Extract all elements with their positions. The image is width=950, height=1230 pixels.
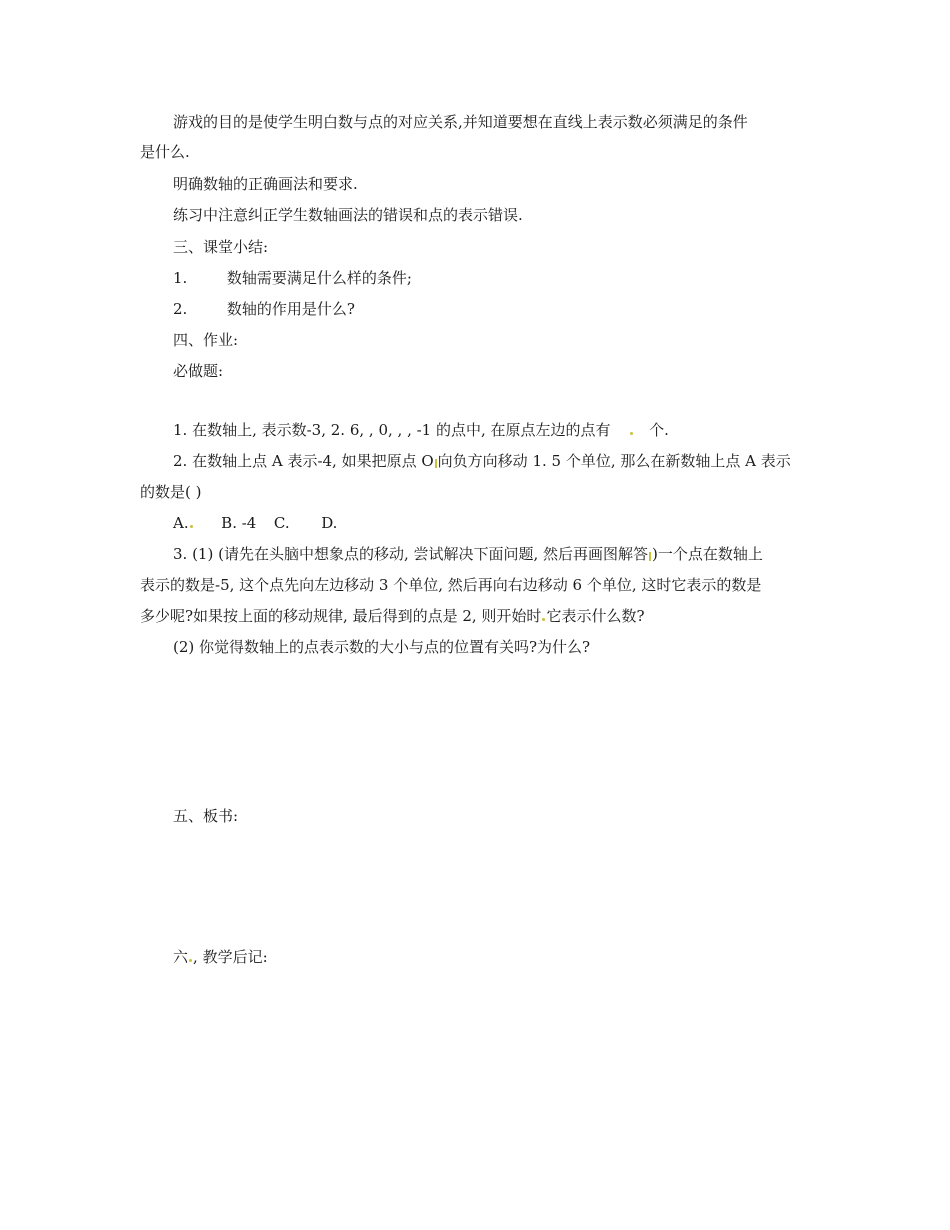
summary-item-1-number: 1. bbox=[173, 269, 188, 287]
section-6-heading-a: 六 bbox=[173, 948, 189, 966]
option-b: B. -4 bbox=[221, 514, 257, 532]
section-6-heading: 六 , 教学后记: bbox=[173, 948, 268, 966]
paragraph-2: 明确数轴的正确画法和要求. bbox=[173, 175, 358, 193]
question-1-text: 1. 在数轴上, 表示数-3, 2. 6, , 0, , , -1 的点中, 在原点左边的点有 bbox=[173, 421, 611, 439]
summary-item-2-number: 2. bbox=[173, 300, 188, 318]
summary-item-2-text: 数轴的作用是什么? bbox=[226, 300, 355, 318]
paragraph-1-line-2: 是什么. bbox=[140, 143, 190, 161]
question-3-part-2: (2) 你觉得数轴上的点表示数的大小与点的位置有关吗?为什么? bbox=[173, 638, 591, 656]
edit-mark bbox=[435, 459, 437, 468]
paragraph-3: 练习中注意纠正学生数轴画法的错误和点的表示错误. bbox=[173, 206, 523, 224]
question-3-line-2: 表示的数是-5, 这个点先向左边移动 3 个单位, 然后再向右边移动 6 个单位, 这时它表示的数是 bbox=[140, 576, 762, 594]
paragraph-1-line-1: 游戏的目的是使学生明白数与点的对应关系,并知道要想在直线上表示数必须满足的条件 bbox=[173, 113, 748, 131]
question-2-line-2: 的数是( ) bbox=[140, 483, 202, 501]
section-4-heading: 四、作业: bbox=[173, 331, 239, 349]
question-1 bbox=[173, 420, 669, 440]
edit-mark bbox=[649, 552, 651, 561]
option-a-mark bbox=[190, 525, 193, 528]
summary-item-1 bbox=[173, 268, 412, 288]
section-3-heading: 三、课堂小结: bbox=[173, 238, 269, 256]
question-3-line-3-a: 多少呢?如果按上面的移动规律, 最后得到的点是 2, 则开始时 bbox=[140, 607, 542, 625]
option-a: A. bbox=[173, 514, 189, 532]
edit-mark bbox=[189, 959, 192, 962]
question-3-line-3 bbox=[140, 606, 644, 626]
required-questions-heading: 必做题: bbox=[173, 362, 224, 380]
question-1-suffix: 个. bbox=[649, 421, 669, 439]
question-3-line-1-b: )一个点在数轴上 bbox=[652, 545, 763, 563]
option-c: C. bbox=[273, 514, 290, 532]
question-2-options bbox=[173, 513, 337, 533]
section-6-heading-b: 教学后记: bbox=[202, 948, 268, 966]
question-3-line-1-a: 3. (1) (请先在头脑中想象点的移动, 尝试解决下面问题, 然后再画图解答 bbox=[173, 545, 649, 563]
blank-mark bbox=[630, 432, 633, 435]
question-3-line-3-b: 它表示什么数? bbox=[546, 607, 645, 625]
summary-item-2 bbox=[173, 299, 355, 319]
option-d: D. bbox=[321, 514, 338, 532]
section-5-heading: 五、板书: bbox=[173, 807, 239, 825]
edit-mark bbox=[542, 618, 545, 621]
summary-item-1-text: 数轴需要满足什么样的条件; bbox=[226, 269, 412, 287]
question-2-line-1 bbox=[173, 451, 791, 471]
question-2-line-1-b: 向负方向移动 1. 5 个单位, 那么在新数轴上点 A 表示 bbox=[437, 452, 791, 470]
question-3-line-1 bbox=[173, 544, 763, 564]
question-2-line-1-a: 2. 在数轴上点 A 表示-4, 如果把原点 O bbox=[173, 452, 434, 470]
